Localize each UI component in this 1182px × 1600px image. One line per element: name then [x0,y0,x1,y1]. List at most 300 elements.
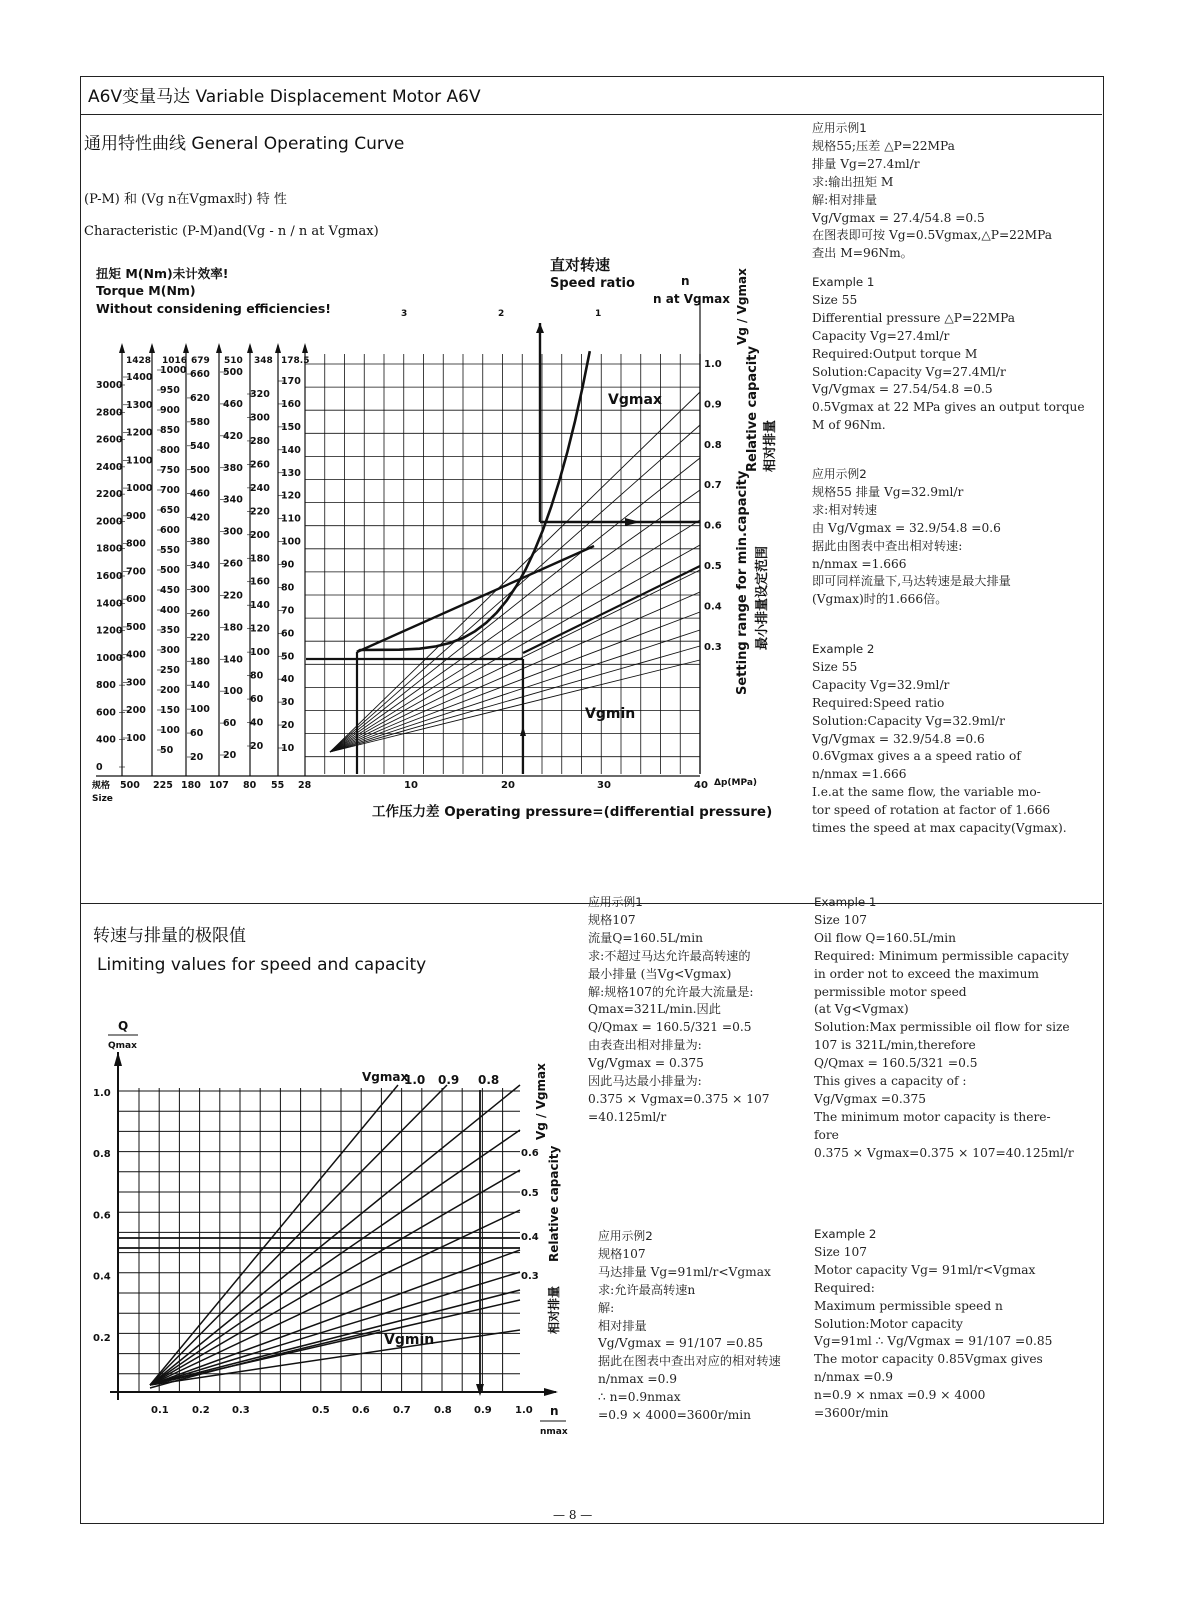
capacity-line [330,612,700,752]
text-line: 排量 Vg=27.4ml/r [812,156,920,171]
scale-value: 220 [250,506,270,518]
text-line: 由 Vg/Vgmax = 32.9/54.8 =0.6 [812,520,1001,535]
text-line: 求:不超过马达允许最高转速的 [588,948,751,963]
operating-curve-grid [96,300,700,776]
y-axis-arrow [114,1052,122,1066]
scale-value: 80 [250,670,264,682]
scale-value: 110 [281,513,301,525]
scale-axis-arrow [149,343,155,353]
scale-value: 600 [126,594,146,606]
text-line: Size 55 [812,292,858,307]
text-line: Example 2 [812,642,875,656]
text-line: Capacity Vg=27.4ml/r [812,328,950,343]
text-line: 应用示例1 [588,895,643,909]
scale-value: 450 [160,585,180,596]
size-value: 55 [271,780,285,791]
scale-value: 40 [281,674,295,686]
scale-value: 620 [190,392,210,404]
scale-value: 60 [223,718,237,730]
size-label-cn: 规格 [92,781,111,791]
scale-value: 140 [250,600,270,612]
right-tick-label: 0.6 [521,1148,539,1159]
vg-fraction: Vg / Vgmax [735,268,749,345]
y-axis-den: Qmax [108,1041,137,1051]
x-axis-den: nmax [540,1427,568,1437]
text-line: Size 107 [814,912,868,927]
text-line: Q/Qmax = 160.5/321 =0.5 [814,1056,978,1071]
scale-value: 320 [250,389,270,400]
limit-chart-grid [110,1052,558,1400]
text-line: Vg/Vgmax = 27.54/54.8 =0.5 [812,382,993,397]
scale-value: 400 [126,649,146,661]
text-line: Vg/Vgmax = 27.4/54.8 =0.5 [812,210,985,225]
scale-value: 0 [96,762,103,773]
text-line: 查出 M=96Nm。 [812,246,913,261]
scale-top-label: 679 [191,356,210,366]
capacity-line [330,660,700,752]
size-label-en: Size [92,794,113,804]
scale-value: 180 [223,622,243,634]
section2-title-en: Limiting values for speed and capacity [97,955,427,975]
text-line: Vg=91ml ∴ Vg/Vgmax = 91/107 =0.85 [814,1334,1053,1349]
scale-value: 600 [160,525,180,536]
text-line: 0.375 × Vgmax=0.375 × 107=40.125ml/r [814,1145,1074,1160]
scale-axis-arrow [183,343,189,353]
setting-range-label: Setting range for min.capacity [735,470,750,695]
text-line: 求:相对转速 [812,502,878,517]
scale-value: 2000 [96,516,123,528]
scale-value: 1300 [126,399,153,411]
scale-value: 10 [281,743,295,754]
scale-value: 100 [281,536,301,548]
example1-en [812,274,1085,435]
scale-axis-arrow [247,343,253,353]
vgmax-curve [357,351,590,652]
scale-value: 20 [190,752,204,763]
scale-value: 1000 [126,483,153,495]
text-line: 由表查出相对排量为: [588,1038,702,1053]
x-tick-label: 0.8 [434,1405,452,1416]
scale-value: 380 [223,462,243,474]
scale-value: 420 [190,512,210,524]
scale-value: 2800 [96,407,123,419]
x-tick-label: 0.3 [232,1405,250,1416]
scale-value: 650 [160,505,180,516]
text-line: 解: [598,1300,615,1315]
text-line: ∴ n=0.9nmax [598,1390,681,1405]
x-tick-label: 20 [501,780,515,791]
text-line: 0.375 × Vgmax=0.375 × 107 [588,1091,770,1106]
text-line: n/nmax =1.666 [812,556,907,571]
scale-value: 950 [160,385,180,396]
right-tick-label: 0.4 [704,601,722,613]
scale-value: 1200 [126,427,153,439]
rel-cap-cn: 相对排量 [763,419,778,472]
rel-cap-label: Relative capacity [547,1145,561,1262]
speed-ratio-den: n at Vgmax [653,292,730,306]
text-line: M of 96Nm. [812,418,886,433]
speed-ratio-num: n [681,274,690,288]
scale-value: 800 [126,538,146,550]
text-line: 规格55 排量 Vg=32.9ml/r [812,484,964,499]
scale-value: 500 [190,464,210,476]
scale-value: 20 [223,750,237,761]
scale-value: 900 [160,405,180,416]
vgmin-label: Vgmin [384,1332,435,1348]
x-tick-label: 0.7 [393,1405,411,1416]
text-line: Size 55 [812,659,858,674]
text-line: 应用示例1 [812,121,867,135]
scale-value: 300 [126,677,146,689]
formula-cn: (P-M) 和 (Vg n在Vgmax时) 特 性 [84,192,287,207]
scale-top-label: 1016 [162,356,188,366]
x-tick-label: 30 [597,780,611,791]
y-tick-label: 0.4 [93,1271,111,1283]
text-line: 在图表即可按 Vg=0.5Vgmax,△P=22MPa [812,228,1053,243]
scale-value: 160 [281,398,301,410]
right-tick-label: 0.3 [521,1271,539,1282]
formula-en: Characteristic (P-M)and(Vg - n / n at Vgmax) [84,224,379,239]
text-line: 马达排量 Vg=91ml/r<Vgmax [598,1264,771,1279]
arrow-head [536,323,544,333]
capacity-line [150,1170,520,1385]
scale-value: 220 [223,590,243,602]
text-line: 最小排量 (当Vg<Vgmax) [588,966,732,981]
text-line: 流量Q=160.5L/min [588,930,703,945]
right-tick-label: 0.5 [521,1188,539,1199]
capacity-line [330,592,700,752]
scale-value: 200 [126,705,146,717]
scale-value: 420 [223,430,243,442]
scale-value: 340 [190,560,210,572]
rel-cap-cn: 相对排量 [547,1285,561,1334]
text-line: This gives a capacity of : [814,1074,967,1089]
scale-value: 40 [250,717,264,729]
vgmax-label: Vgmax [608,392,662,408]
torque-label-en: Torque M(Nm) [96,283,196,298]
size-value: 80 [243,780,257,791]
scale-value: 750 [160,465,180,476]
limit-example1-cn [588,894,769,1127]
scale-value: 100 [190,704,210,716]
scale-axis-arrow [119,343,125,353]
scale-value: 150 [281,421,301,433]
text-line: Vg/Vgmax = 32.9/54.8 =0.6 [812,731,985,746]
scale-value: 1800 [96,543,123,555]
scale-value: 100 [223,686,243,698]
scale-value: 180 [250,553,270,565]
scale-value: 600 [96,707,116,719]
example1-cn [812,120,1052,263]
right-tick-label: 0.8 [704,439,722,451]
scale-value: 120 [250,623,270,635]
text-line: Solution:Capacity Vg=32.9ml/r [812,713,1005,728]
text-line: Size 107 [814,1244,868,1259]
scale-value: 140 [281,444,301,456]
scale-value: 240 [250,482,270,494]
text-line: The motor capacity 0.85Vgmax gives [814,1352,1043,1367]
scale-value: 50 [160,745,174,756]
capacity-line [330,458,700,752]
scale-value: 200 [160,685,180,696]
scale-value: 260 [190,608,210,620]
limit-example2-en [814,1226,1052,1423]
scale-top-label: 178.5 [281,356,310,366]
text-line: n/nmax =1.666 [812,767,907,782]
text-line: Capacity Vg=32.9ml/r [812,677,950,692]
text-line: Vg/Vgmax =0.375 [814,1091,926,1106]
section2-title-cn: 转速与排量的极限值 [93,926,246,946]
scale-value: 140 [190,680,210,692]
text-line: 规格55;压差 △P=22MPa [812,138,955,153]
scale-value: 60 [190,728,204,740]
y-tick-label: 0.6 [93,1210,111,1222]
scale-value: 220 [190,632,210,644]
text-line: Required: [814,1280,875,1295]
scale-value: 200 [250,529,270,541]
scale-value: 100 [160,725,180,736]
text-line: 107 is 321L/min,therefore [814,1038,976,1053]
x-tick-label: 1.0 [515,1405,533,1416]
page-number: — 8 — [553,1508,593,1522]
scale-top-label: 1428 [126,356,152,366]
x-axis-arrow [544,1388,558,1396]
scale-value: 500 [223,367,243,378]
x-tick-label: 40 [694,780,708,791]
text-line: Oil flow Q=160.5L/min [814,930,957,945]
top-tick: 0.8 [478,1073,500,1087]
scale-axis-arrow [275,343,281,353]
top-tick: 0.9 [438,1073,460,1087]
setting-range-cn: 最小排量设定范围 [755,545,770,650]
text-line: 据此在图表中查出对应的相对转速 [598,1354,781,1369]
text-line: Required: Minimum permissible capacity [814,948,1069,963]
x-axis-unit: Δp(MPa) [714,778,758,788]
scale-value: 3000 [96,380,123,391]
scale-value: 80 [281,582,295,594]
scale-value: 700 [160,485,180,496]
text-line: Solution:Capacity Vg=27.4Ml/r [812,364,1006,379]
setting-boundary [523,566,700,653]
text-line: in order not to exceed the maximum [814,966,1039,981]
right-tick-label: 0.3 [704,641,722,653]
capacity-line [150,1210,520,1385]
scale-value: 120 [281,490,301,502]
capacity-line [330,425,700,752]
scale-value: 1600 [96,571,123,582]
size-value: 180 [181,780,201,791]
scale-value: 2400 [96,461,123,473]
speed-ratio-cn: 直对转速 [550,256,611,274]
scale-value: 20 [250,741,264,752]
scale-value: 100 [250,647,270,659]
text-line: I.e.at the same flow, the variable mo- [812,785,1041,800]
text-line: n/nmax =0.9 [814,1370,893,1385]
scale-value: 350 [160,625,180,636]
text-line: 据此由图表中查出相对转速: [812,538,963,553]
header-title: A6V变量马达 Variable Displacement Motor A6V [88,87,481,107]
scale-value: 130 [281,467,301,479]
limit-example1-en [814,894,1074,1163]
right-tick-label: 0.7 [704,480,722,492]
text-line: =40.125ml/r [588,1109,667,1124]
vgmin-label: Vgmin [585,706,636,722]
scale-value: 400 [96,734,116,746]
text-line: n=0.9 × nmax =0.9 × 4000 [814,1388,986,1403]
x-axis-num: n [550,1404,559,1418]
scale-value: 700 [126,566,146,578]
text-line: Q/Qmax = 160.5/321 =0.5 [588,1020,752,1035]
text-line: Example 1 [812,275,875,289]
scale-value: 1400 [96,598,123,610]
scale-value: 500 [160,565,180,576]
x-tick-label: 0.6 [352,1405,370,1416]
text-line: =3600r/min [814,1406,889,1421]
y-tick-label: 1.0 [93,1088,111,1099]
text-line: tor speed of rotation at factor of 1.666 [812,803,1051,818]
scale-value: 60 [281,628,295,640]
text-line: Vg/Vgmax = 91/107 =0.85 [598,1336,764,1351]
scale-value: 60 [250,694,264,706]
scale-value: 260 [223,558,243,570]
scale-value: 540 [190,440,210,452]
scale-value: 100 [126,733,146,744]
scale-value: 300 [190,584,210,596]
scale-value: 140 [223,654,243,666]
text-line: 即可同样流量下,马达转速是最大排量 [812,574,1011,589]
xaxis-label: 工作压力差 Operating pressure=(differential pressure) [372,804,773,820]
speed-ratio-en: Speed ratio [550,276,635,291]
text-line: 0.5Vgmax at 22 MPa gives an output torque [812,400,1085,415]
scale-value: 2200 [96,489,123,501]
right-tick-label: 0.9 [704,399,722,411]
text-line: 0.6Vgmax gives a a speed ratio of [812,749,1021,764]
scale-value: 550 [160,545,180,556]
torque-label-note: Without considening efficiencies! [96,301,331,316]
scale-value: 380 [190,536,210,548]
scale-value: 160 [250,576,270,588]
top-tick: 1.0 [404,1073,426,1087]
text-line: Motor capacity Vg= 91ml/r<Vgmax [814,1262,1036,1277]
speed-tick: 2 [498,309,505,319]
scale-top-label: 510 [224,356,243,366]
scale-value: 20 [281,720,295,732]
scale-value: 1400 [126,372,153,383]
text-line: 求:允许最高转速n [598,1282,696,1297]
y-axis-num: Q [118,1019,129,1033]
scale-value: 1200 [96,625,123,637]
speed-tick: 3 [401,309,408,319]
text-line: =0.9 × 4000=3600r/min [598,1408,752,1423]
scale-axis-arrow [302,343,308,353]
scale-value: 850 [160,425,180,436]
scale-value: 400 [160,605,180,616]
text-line: Differential pressure △P=22MPa [812,310,1016,325]
scale-value: 500 [126,621,146,633]
text-line: Example 2 [814,1227,877,1241]
text-line: n/nmax =0.9 [598,1372,677,1387]
x-tick-label: 0.1 [151,1405,169,1416]
text-line: 规格107 [588,912,636,927]
size-value: 28 [298,780,312,791]
scale-value: 800 [96,680,116,692]
text-line: fore [814,1127,839,1142]
scale-value: 580 [190,416,210,428]
scale-axis-arrow [216,343,222,353]
text-line: Vg/Vgmax = 0.375 [588,1056,704,1071]
scale-value: 170 [281,376,301,387]
text-line: (Vgmax)时的1.666倍。 [812,592,948,607]
section1-title: 通用特性曲线 General Operating Curve [84,134,405,154]
text-line: Required:Output torque M [812,346,978,361]
scale-value: 900 [126,510,146,522]
right-tick-label: 0.5 [704,561,722,572]
scale-value: 300 [160,645,180,656]
text-line: The minimum motor capacity is there- [814,1109,1051,1124]
scale-value: 1000 [160,365,187,376]
scale-value: 280 [250,435,270,447]
text-line: 应用示例2 [598,1229,653,1243]
right-tick-label: 1.0 [704,359,722,370]
scale-value: 2600 [96,434,123,446]
text-line: Solution:Motor capacity [814,1316,963,1331]
text-line: Required:Speed ratio [812,695,945,710]
scale-value: 660 [190,369,210,380]
text-line: times the speed at max capacity(Vgmax). [812,821,1067,836]
arrow-head [625,518,640,526]
top-label: Vgmax [362,1070,409,1084]
x-tick-label: 0.2 [192,1405,210,1416]
capacity-line [330,520,700,752]
capacity-line [150,1130,520,1385]
text-line: 解:相对排量 [812,192,878,207]
scale-value: 340 [223,494,243,506]
limit-example2-cn [598,1228,781,1425]
text-line: 应用示例2 [812,467,867,481]
text-line: 因此马达最小排量为: [588,1074,702,1089]
scale-value: 300 [223,526,243,538]
scale-value: 260 [250,459,270,471]
scale-value: 90 [281,559,295,571]
scale-value: 1000 [96,652,123,664]
scale-value: 250 [160,665,180,676]
text-line: Solution:Max permissible oil flow for size [814,1020,1070,1035]
size-value: 225 [153,780,173,791]
text-line: 规格107 [598,1246,646,1261]
vg-fraction: Vg / Vgmax [534,1063,548,1140]
y-tick-label: 0.8 [93,1149,111,1161]
size-value: 107 [209,780,229,791]
y-tick-label: 0.2 [93,1332,111,1344]
text-line: permissible motor speed [814,984,967,999]
text-line: Maximum permissible speed n [814,1298,1003,1313]
scale-value: 180 [190,656,210,668]
torque-label-cn: 扭矩 M(Nm)未计效率! [96,266,229,281]
capacity-line [330,646,700,752]
text-line: Example 1 [814,895,877,909]
scale-top-label: 348 [254,356,273,366]
right-tick-label: 0.6 [704,520,722,532]
right-tick-label: 0.4 [521,1232,539,1243]
capacity-line [330,490,700,752]
scale-value: 460 [223,398,243,410]
text-line: 解:规格107的允许最大流量是: [588,984,754,999]
scale-value: 1100 [126,455,153,467]
text-line: Qmax=321L/min.因此 [588,1002,721,1017]
text-line: (at Vg<Vgmax) [814,1002,909,1017]
x-tick-label: 0.9 [474,1405,492,1416]
scale-value: 800 [160,445,180,456]
